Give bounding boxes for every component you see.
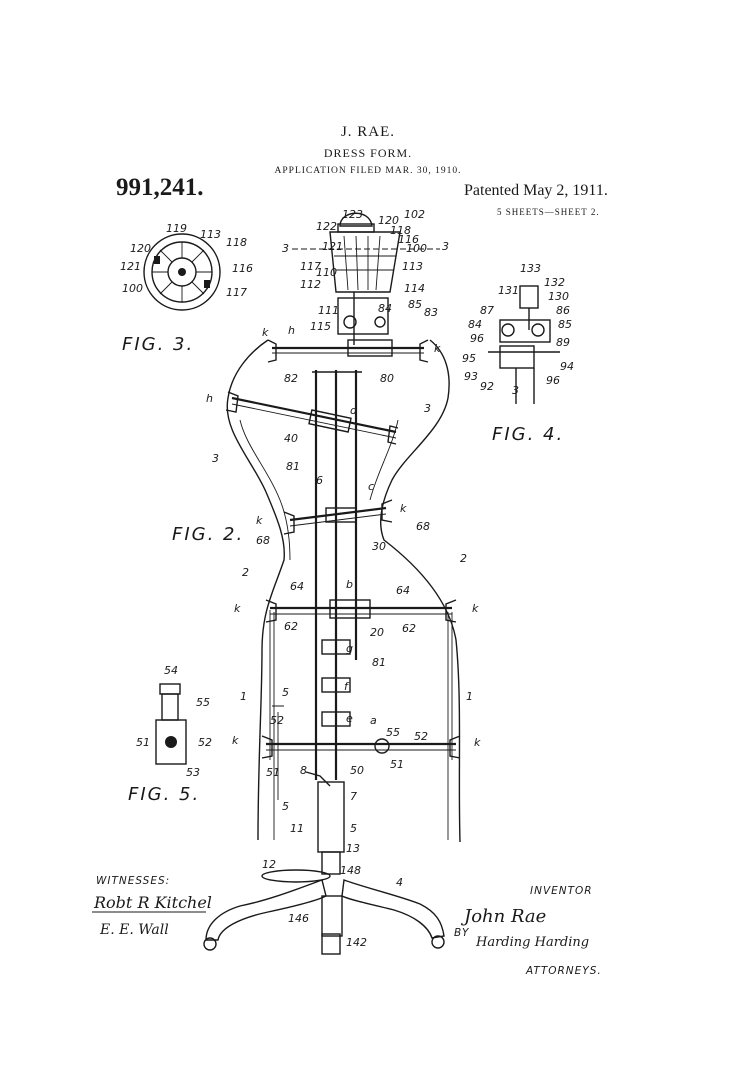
sheet-count: 5 SHEETS—SHEET 2. xyxy=(497,207,600,217)
label-52-right: 52 xyxy=(414,730,428,743)
clamp-k-hip-right xyxy=(446,600,456,622)
label-6: 6 xyxy=(316,474,323,487)
label-7: 7 xyxy=(350,790,357,803)
base-leg-right xyxy=(342,880,444,938)
bust-bar-d-lower xyxy=(232,404,396,438)
collar-55 xyxy=(375,739,389,753)
label-146: 146 xyxy=(288,912,309,925)
label-64-left: 64 xyxy=(290,580,304,593)
fig3-label-118: 118 xyxy=(226,236,247,249)
fig3-label-119: 119 xyxy=(166,222,187,235)
clamp-k-waist-right xyxy=(382,500,392,522)
label-2-left: 2 xyxy=(242,566,249,579)
label-102: 102 xyxy=(404,208,425,221)
label-4: 4 xyxy=(396,876,403,889)
fig4-knob-85 xyxy=(532,324,544,336)
label-115: 115 xyxy=(310,320,331,333)
fig4-label-96-top: 96 xyxy=(470,332,484,345)
foot-142 xyxy=(322,934,340,954)
fig4-label-133: 133 xyxy=(520,262,541,275)
fig2-dress-form xyxy=(204,213,460,954)
label-68-right: 68 xyxy=(416,520,430,533)
label-3-right: 3 xyxy=(424,402,431,415)
label-e: e xyxy=(346,712,353,725)
fig4-knob xyxy=(502,324,514,336)
clamp-k-shoulder-right xyxy=(420,340,428,362)
label-5-section-bottom: 5 xyxy=(282,800,289,813)
patent-number: 991,241. xyxy=(116,174,204,201)
application-filed-date: APPLICATION FILED MAR. 30, 1910. xyxy=(274,166,462,176)
label-122: 122 xyxy=(316,220,337,233)
label-c: c xyxy=(368,480,375,493)
label-3-left: 3 xyxy=(212,452,219,465)
label-12: 12 xyxy=(262,858,276,871)
label-100: 100 xyxy=(406,242,427,255)
label-68-left: 68 xyxy=(256,534,270,547)
label-20: 20 xyxy=(370,626,384,639)
label-h-bust: h xyxy=(206,392,213,405)
waist-bar-c-lower xyxy=(290,514,386,526)
attorneys-caption: ATTORNEYS. xyxy=(526,965,602,977)
top-cage-ribs xyxy=(334,236,396,290)
knob-85 xyxy=(375,317,385,327)
fig3-label-117: 117 xyxy=(226,286,247,299)
label-80: 80 xyxy=(380,372,394,385)
label-116: 116 xyxy=(398,233,419,246)
fig3-label-100: 100 xyxy=(122,282,143,295)
fig4-block-84 xyxy=(500,320,550,342)
label-13: 13 xyxy=(346,842,360,855)
fig4-label-95: 95 xyxy=(462,352,476,365)
inventor-signature: John Rae xyxy=(464,906,547,927)
clamp-k-waist-left xyxy=(284,512,294,534)
label-64-right: 64 xyxy=(396,584,410,597)
fig5-bolt xyxy=(165,736,177,748)
label-120: 120 xyxy=(378,214,399,227)
label-123: 123 xyxy=(342,208,363,221)
fig4-label-86: 86 xyxy=(556,304,570,317)
label-110: 110 xyxy=(316,266,337,279)
fig4-label-96-bottom: 96 xyxy=(546,374,560,387)
label-40: 40 xyxy=(284,432,298,445)
fig4-label-84: 84 xyxy=(468,318,482,331)
witness2-signature: E. E. Wall xyxy=(100,922,169,938)
fig4-label-85: 85 xyxy=(558,318,572,331)
fig5-label-53: 53 xyxy=(186,766,200,779)
fig5-detail xyxy=(156,684,186,764)
fig4-caption: FIG. 4. xyxy=(492,424,565,445)
label-62-left: 62 xyxy=(284,620,298,633)
label-k-waist-left: k xyxy=(256,514,263,527)
label-62-right: 62 xyxy=(402,622,416,635)
label-85: 85 xyxy=(408,298,422,311)
inventor-caption: INVENTOR xyxy=(530,885,593,897)
fig4-label-89: 89 xyxy=(556,336,570,349)
label-1-right: 1 xyxy=(466,690,473,703)
label-section-3-left: 3 xyxy=(282,242,289,255)
label-k-shoulder-right: k xyxy=(434,342,441,355)
fig5-label-54: 54 xyxy=(164,664,178,677)
label-2-right: 2 xyxy=(460,552,467,565)
fig3-label-116: 116 xyxy=(232,262,253,275)
signature-block xyxy=(92,875,602,977)
fig2-caption: FIG. 2. xyxy=(172,524,245,545)
fig4-label-3: 3 xyxy=(512,384,519,397)
label-52-left: 52 xyxy=(270,714,284,727)
label-5: 5 xyxy=(350,822,357,835)
plate-12 xyxy=(262,870,330,882)
label-k-skirt-right: k xyxy=(474,736,481,749)
label-113: 113 xyxy=(402,260,423,273)
clamp-k-skirt-left xyxy=(262,736,272,758)
fig5-label-55: 55 xyxy=(196,696,210,709)
label-51-left: 51 xyxy=(266,766,280,779)
fig3-clip-a xyxy=(154,256,160,264)
fig3-label-120: 120 xyxy=(130,242,151,255)
attorneys-signature: Harding Harding xyxy=(476,935,590,950)
fig5-label-51: 51 xyxy=(136,736,150,749)
label-30: 30 xyxy=(372,540,386,553)
fig3-caption: FIG. 3. xyxy=(122,334,195,355)
head-cap xyxy=(338,224,374,232)
clamp-k-skirt-right xyxy=(450,736,460,758)
fig4-label-131: 131 xyxy=(498,284,519,297)
fig5-screw-54 xyxy=(160,684,180,694)
label-b: b xyxy=(346,578,353,591)
clamp-k-shoulder-left xyxy=(268,340,276,362)
fig4-label-92: 92 xyxy=(480,380,494,393)
fig4-label-93: 93 xyxy=(464,370,478,383)
label-k-hip-left: k xyxy=(234,602,241,615)
label-83: 83 xyxy=(424,306,438,319)
label-11: 11 xyxy=(290,822,304,835)
label-5-section-top: 5 xyxy=(282,686,289,699)
form-lower-right xyxy=(448,612,452,840)
by-caption: BY xyxy=(454,927,470,939)
label-section-3-right: 3 xyxy=(442,240,449,253)
label-84: 84 xyxy=(378,302,392,315)
inventor-name-header: J. RAE. xyxy=(340,124,396,140)
bust-bar-d xyxy=(232,398,396,432)
clamp-bust-right xyxy=(388,426,398,444)
label-k-waist-right: k xyxy=(400,502,407,515)
label-k-shoulder-left: k xyxy=(262,326,269,339)
collar-13 xyxy=(322,852,340,874)
witness1-signature: Robt R Kitchel xyxy=(94,893,212,912)
label-8: 8 xyxy=(300,764,307,777)
label-142: 142 xyxy=(346,936,367,949)
label-a: a xyxy=(370,714,377,727)
reference-labels xyxy=(120,208,574,949)
invention-title: DRESS FORM. xyxy=(323,146,413,160)
label-118: 118 xyxy=(390,224,411,237)
label-82: 82 xyxy=(284,372,298,385)
label-d: d xyxy=(350,404,357,417)
label-55: 55 xyxy=(386,726,400,739)
fig5-caption: FIG. 5. xyxy=(128,784,201,805)
label-1-left: 1 xyxy=(240,690,247,703)
fig4-label-87: 87 xyxy=(480,304,494,317)
clamp-k-hip-left xyxy=(266,600,276,622)
form-outline-left xyxy=(227,340,284,840)
fig4-label-132: 132 xyxy=(544,276,565,289)
waist-bar-c xyxy=(290,508,386,520)
label-k-hip-right: k xyxy=(472,602,479,615)
label-81-upper: 81 xyxy=(286,460,300,473)
fig5-shank-55 xyxy=(162,694,178,720)
label-117: 117 xyxy=(300,260,321,273)
tube-11 xyxy=(318,782,344,852)
label-148: 148 xyxy=(340,864,361,877)
label-50: 50 xyxy=(350,764,364,777)
fig3-center xyxy=(178,268,186,276)
label-81-lower: 81 xyxy=(372,656,386,669)
fig3-label-121: 121 xyxy=(120,260,141,273)
fig5-label-52: 52 xyxy=(198,736,212,749)
label-114: 114 xyxy=(404,282,425,295)
label-111: 111 xyxy=(318,304,339,317)
patented-date: Patented May 2, 1911. xyxy=(464,182,608,199)
fig3-label-113: 113 xyxy=(200,228,221,241)
fig4-label-130: 130 xyxy=(548,290,569,303)
post-146 xyxy=(322,896,342,936)
label-121: 121 xyxy=(322,240,343,253)
label-h-shoulder: h xyxy=(288,324,295,337)
witnesses-caption: WITNESSES: xyxy=(96,875,171,887)
caster-right xyxy=(432,936,444,948)
fig4-label-94: 94 xyxy=(560,360,574,373)
label-k-skirt-left: k xyxy=(232,734,239,747)
base-leg-left xyxy=(206,880,326,940)
label-112: 112 xyxy=(300,278,321,291)
fig4-cap-133 xyxy=(520,286,538,308)
label-51-right: 51 xyxy=(390,758,404,771)
fig3-clip-b xyxy=(204,280,210,288)
label-g: g xyxy=(346,642,353,655)
fig4-slide-92 xyxy=(500,346,534,368)
label-f: f xyxy=(344,680,348,693)
fig3-top-view xyxy=(144,234,220,310)
